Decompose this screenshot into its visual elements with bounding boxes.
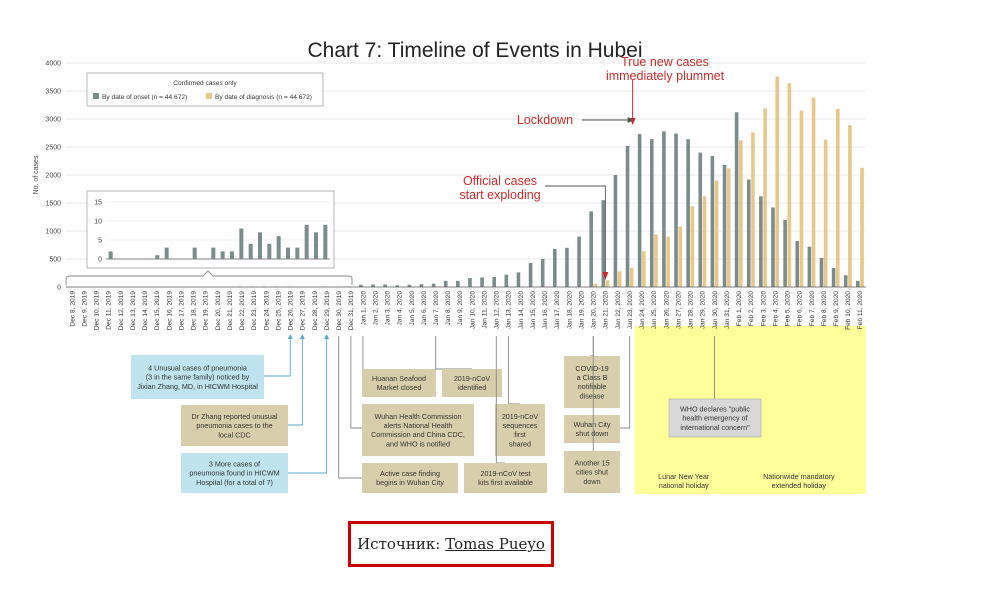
event-text: COVID-19 a Class B notifiable disease xyxy=(575,363,609,401)
event-text: Huanan Seafood Market closed xyxy=(372,374,426,393)
bar-diagnosis xyxy=(727,168,731,287)
x-tick-label: Jan 8, 2020 xyxy=(445,291,453,326)
source-label: Источник: xyxy=(357,535,441,553)
inset-bar xyxy=(314,232,318,259)
x-tick-label: Feb 3, 2020 xyxy=(760,291,768,327)
bar-diagnosis xyxy=(788,83,792,287)
bar-diagnosis xyxy=(642,251,646,287)
x-tick-label: Jan 21, 2020 xyxy=(602,291,610,330)
bar-onset xyxy=(517,272,521,287)
x-tick-label: Feb 7, 2020 xyxy=(808,291,816,327)
bar-diagnosis xyxy=(763,108,767,287)
x-tick-label: Jan 17, 2020 xyxy=(554,291,562,330)
x-tick-label: Dec 12, 2019 xyxy=(117,291,125,331)
bar-diagnosis xyxy=(739,140,743,287)
x-tick-label: Jan 12, 2020 xyxy=(493,291,501,330)
bar-onset xyxy=(468,278,472,287)
inset-bar xyxy=(155,255,159,259)
source-caption xyxy=(348,521,554,567)
x-tick-label: Dec 14, 2019 xyxy=(142,291,150,331)
bar-onset xyxy=(759,196,763,287)
x-tick-label: Dec 19, 2019 xyxy=(202,291,210,331)
inset-bar xyxy=(109,251,113,259)
bar-onset xyxy=(650,139,654,287)
event-text: 4 Unusual cases of pneumonia (3 in the same family) noticed by Jixian Zhang, MD, in HICWM Hospital xyxy=(137,363,258,391)
bar-onset xyxy=(747,179,751,287)
x-tick-label: Dec 9, 2019 xyxy=(81,291,89,327)
y-tick-label: 2000 xyxy=(45,172,61,180)
inset-bar xyxy=(165,248,169,259)
x-tick-label: Jan 24, 2020 xyxy=(639,291,647,330)
x-tick-label: Jan 29, 2020 xyxy=(699,291,707,330)
event-text: Active case finding begins in Wuhan City xyxy=(376,469,444,488)
inset-bar xyxy=(249,244,253,259)
inset-bar xyxy=(258,232,262,259)
x-tick-label: Dec 24, 2019 xyxy=(263,291,271,331)
x-tick-label: Jan 14, 2020 xyxy=(517,291,525,330)
x-tick-label: Jan 15, 2020 xyxy=(529,291,537,330)
inset-bar xyxy=(295,248,299,259)
bar-onset xyxy=(614,175,618,287)
legend-entry-diagnosis: By date of diagnosis (n = 44 672) xyxy=(215,94,312,101)
y-tick-label: 3500 xyxy=(45,88,61,96)
bar-onset xyxy=(795,241,799,287)
inset-bar xyxy=(221,251,225,259)
y-tick-label: 1000 xyxy=(45,228,61,236)
x-tick-label: Dec 11, 2019 xyxy=(105,291,113,330)
bar-onset xyxy=(505,275,509,287)
x-tick-label: Jan 20, 2020 xyxy=(590,291,598,330)
chart-title: Chart 7: Timeline of Events in Hubei xyxy=(307,39,643,62)
event-connector xyxy=(714,336,715,399)
inset-bar xyxy=(267,244,271,259)
x-tick-label: Jan 13, 2020 xyxy=(505,291,513,330)
bar-onset xyxy=(662,131,666,287)
bar-onset xyxy=(529,263,533,287)
y-tick-label: 2500 xyxy=(45,144,61,152)
bar-diagnosis xyxy=(775,76,779,287)
x-tick-label: Jan 27, 2020 xyxy=(675,291,683,330)
y-tick-label: 1500 xyxy=(45,200,61,208)
y-tick-label: 3000 xyxy=(45,116,61,124)
x-tick-label: Jan 30, 2020 xyxy=(711,291,719,330)
x-tick-label: Feb 10, 2020 xyxy=(845,291,853,330)
bar-diagnosis xyxy=(666,237,670,287)
x-tick-label: Jan 18, 2020 xyxy=(566,291,574,330)
inset-bar xyxy=(239,229,243,259)
x-tick-label: Dec 13, 2019 xyxy=(129,291,137,331)
x-tick-label: Jan 4, 2020 xyxy=(396,291,404,326)
bar-diagnosis xyxy=(848,125,852,287)
x-tick-label: Dec 17, 2019 xyxy=(178,291,186,331)
inset-bar xyxy=(286,248,290,259)
x-tick-label: Dec 23, 2019 xyxy=(251,291,259,331)
x-tick-label: Dec 18, 2019 xyxy=(190,291,198,331)
bar-diagnosis xyxy=(594,284,598,287)
band-label: Nationwide mandatory extended holiday xyxy=(763,472,835,490)
bar-onset xyxy=(674,134,678,287)
x-tick-label: Jan 1, 2020 xyxy=(360,291,368,326)
x-tick-label: Jan 31, 2020 xyxy=(723,291,731,330)
x-tick-label: Dec 16, 2019 xyxy=(166,291,174,331)
bar-onset xyxy=(553,249,557,287)
bar-onset xyxy=(626,146,630,287)
bar-onset xyxy=(723,165,727,287)
x-tick-label: Jan 2, 2020 xyxy=(372,291,380,326)
x-tick-label: Feb 11, 2020 xyxy=(857,291,865,330)
bar-onset xyxy=(480,277,484,287)
bar-diagnosis xyxy=(824,140,828,287)
bar-onset xyxy=(711,156,715,287)
inset-bar xyxy=(211,248,215,259)
bar-onset xyxy=(686,139,690,287)
event-text: 3 More cases of pneumonia found in HICWM Hospital (for a total of 7) xyxy=(189,459,280,487)
bar-onset xyxy=(577,237,581,287)
bar-onset xyxy=(456,281,460,287)
x-tick-label: Dec 29, 2019 xyxy=(323,291,331,331)
x-tick-label: Feb 9, 2020 xyxy=(832,291,840,327)
inset-bar xyxy=(277,236,281,259)
legend-box xyxy=(87,73,323,106)
x-tick-label: Dec 15, 2019 xyxy=(154,291,162,331)
bar-onset xyxy=(541,259,545,287)
x-tick-label: Dec 28, 2019 xyxy=(311,291,319,331)
annotation-plummet: True new cases immediately plummet xyxy=(605,55,725,83)
x-tick-label: Jan 7, 2020 xyxy=(432,291,440,326)
x-tick-label: Dec 27, 2019 xyxy=(299,291,307,331)
bar-diagnosis xyxy=(836,109,840,287)
x-tick-label: Feb 2, 2020 xyxy=(748,291,756,327)
y-axis-label: No. of cases xyxy=(33,155,40,195)
bar-diagnosis xyxy=(606,280,610,287)
bar-diagnosis xyxy=(654,234,658,287)
x-tick-label: Jan 19, 2020 xyxy=(578,291,586,330)
event-text: 2019-nCoV test kits first available xyxy=(478,469,533,488)
bar-onset xyxy=(771,207,775,287)
inset-y-tick: 5 xyxy=(98,237,102,245)
inset-bar xyxy=(193,248,197,259)
bar-onset xyxy=(735,112,739,287)
x-tick-label: Jan 22, 2020 xyxy=(614,291,622,330)
bar-onset xyxy=(420,284,424,287)
x-tick-label: Dec 25, 2019 xyxy=(275,291,283,331)
x-tick-label: Feb 6, 2020 xyxy=(796,291,804,327)
bar-onset xyxy=(589,211,593,287)
x-tick-label: Jan 26, 2020 xyxy=(663,291,671,330)
inset-y-tick: 0 xyxy=(98,256,102,264)
legend-swatch-diagnosis xyxy=(206,93,212,99)
bar-onset xyxy=(856,281,860,287)
y-tick-label: 500 xyxy=(49,256,61,264)
x-tick-label: Jan 9, 2020 xyxy=(457,291,465,326)
bar-diagnosis xyxy=(751,132,755,287)
inset-bar xyxy=(305,225,309,259)
event-text: Wuhan City shut down xyxy=(573,420,611,439)
band-label: Lunar New Year national holiday xyxy=(658,472,710,490)
x-tick-label: Jan 3, 2020 xyxy=(384,291,392,326)
event-text: Dr Zhang reported unusual pneumonia cases to the local CDC xyxy=(191,411,278,440)
bar-diagnosis xyxy=(618,271,622,287)
x-tick-label: Feb 5, 2020 xyxy=(784,291,792,327)
bar-diagnosis xyxy=(691,206,695,287)
bar-diagnosis xyxy=(812,98,816,287)
x-tick-label: Jan 6, 2020 xyxy=(420,291,428,326)
bar-onset xyxy=(444,281,448,287)
x-tick-label: Jan 10, 2020 xyxy=(469,291,477,330)
event-text: 2019-nCoV identified xyxy=(453,374,491,393)
x-tick-label: Jan 28, 2020 xyxy=(687,291,695,330)
bar-onset xyxy=(638,134,642,287)
x-tick-label: Dec 30, 2019 xyxy=(336,291,344,331)
bar-onset xyxy=(783,220,787,287)
inset-bar xyxy=(230,251,234,259)
bar-onset xyxy=(698,153,702,287)
bar-diagnosis xyxy=(800,111,804,287)
bar-diagnosis xyxy=(630,268,634,287)
annotation-exploding: Official cases start exploding xyxy=(459,174,541,202)
y-tick-label: 0 xyxy=(57,284,61,292)
x-tick-label: Jan 23, 2020 xyxy=(626,291,634,330)
x-tick-label: Dec 22, 2019 xyxy=(239,291,247,331)
bar-diagnosis xyxy=(678,227,682,287)
x-tick-label: Feb 1, 2020 xyxy=(736,291,744,327)
bar-onset xyxy=(844,275,848,287)
bar-onset xyxy=(820,258,824,287)
x-tick-label: Dec 10, 2019 xyxy=(93,291,101,331)
x-tick-label: Dec 8, 2019 xyxy=(69,291,77,327)
bar-onset xyxy=(565,248,569,287)
x-tick-label: Dec 20, 2019 xyxy=(214,291,222,331)
legend-swatch-onset xyxy=(93,93,99,99)
x-tick-label: Jan 16, 2020 xyxy=(542,291,550,330)
bar-onset xyxy=(808,247,812,287)
source-link[interactable]: Tomas Pueyo xyxy=(445,535,545,553)
x-tick-label: Dec 21, 2019 xyxy=(226,291,234,331)
event-text: Another 15 cities shut down xyxy=(574,458,610,486)
bar-onset xyxy=(492,277,496,287)
bar-diagnosis xyxy=(703,196,707,287)
inset-bar xyxy=(323,225,327,259)
inset-y-tick: 15 xyxy=(94,199,102,207)
event-text: 2019-nCoV sequences first shared xyxy=(501,411,539,449)
bar-diagnosis xyxy=(715,181,719,287)
y-tick-label: 4000 xyxy=(45,60,61,68)
x-tick-label: Dec 31, 2019 xyxy=(348,291,356,331)
bar-onset xyxy=(432,284,436,287)
x-tick-label: Jan 5, 2020 xyxy=(408,291,416,326)
x-tick-label: Feb 8, 2020 xyxy=(820,291,828,327)
bar-diagnosis xyxy=(860,168,864,287)
annotation-lockdown: Lockdown xyxy=(516,113,574,127)
inset-y-tick: 10 xyxy=(94,218,102,226)
x-tick-label: Jan 25, 2020 xyxy=(651,291,659,330)
legend-entry-onset: By date of onset (n = 44 672) xyxy=(102,94,188,101)
x-tick-label: Jan 11, 2020 xyxy=(481,291,489,329)
x-tick-label: Feb 4, 2020 xyxy=(772,291,780,327)
event-text: Wuhan Health Commission alerts National Health Commission and China CDC, and WHO is notified xyxy=(371,411,465,449)
x-tick-label: Dec 26, 2019 xyxy=(287,291,295,331)
event-text: WHO declares "public health emergency of international concern" xyxy=(679,404,751,432)
bar-onset xyxy=(832,268,836,287)
legend-title: Confirmed cases only xyxy=(173,80,237,87)
